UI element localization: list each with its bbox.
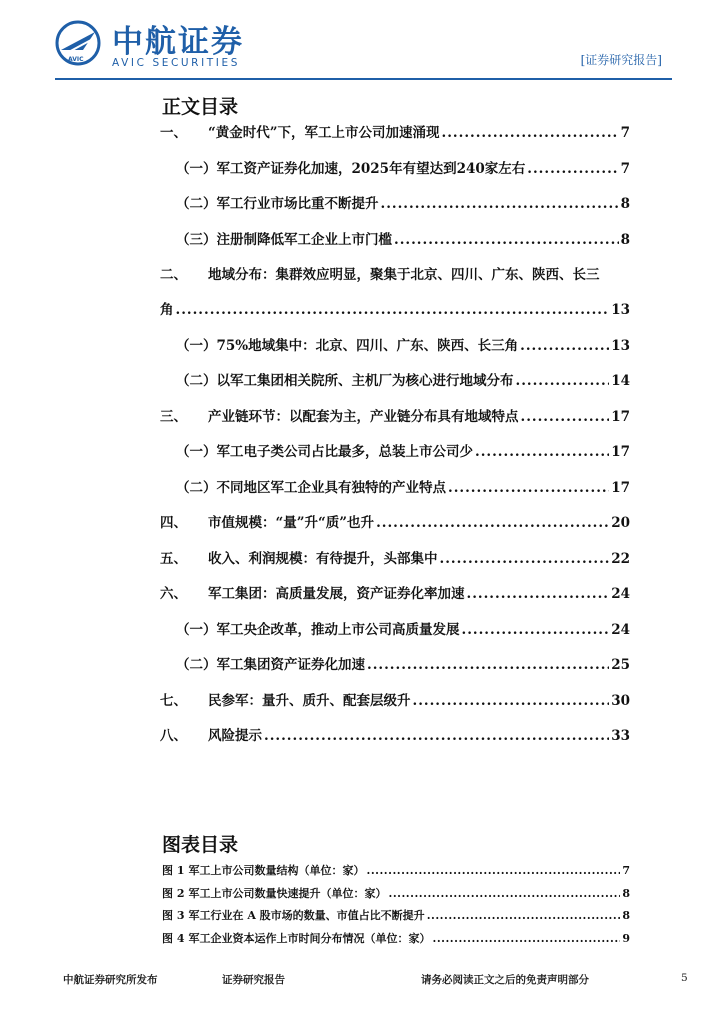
footer-disclaimer: 请务必阅读正文之后的免责声明部分 <box>421 974 589 986</box>
toc-leader-dots <box>520 338 609 354</box>
table-of-contents <box>160 121 630 760</box>
toc-entry-number: （三） <box>176 231 217 248</box>
toc-entry-page: 8 <box>620 231 630 248</box>
toc-entry[interactable] <box>160 121 630 157</box>
toc-leader-dots <box>467 586 610 602</box>
toc-leader-dots <box>376 515 609 531</box>
toc-entry[interactable] <box>160 263 630 298</box>
toc-entry-number: 六、 <box>160 586 187 602</box>
toc-subentry[interactable] <box>160 653 630 689</box>
toc-entry-title: 产业链环节：以配套为主，产业链分布具有地域特点 <box>208 408 519 425</box>
toc-entry-page: 17 <box>611 444 630 460</box>
toc-entry-page: 13 <box>611 302 630 318</box>
list-of-figures <box>162 862 630 952</box>
toc-leader-dots <box>381 196 619 212</box>
toc-entry-page: 7 <box>620 160 630 177</box>
toc-leader-dots <box>521 409 610 425</box>
toc-entry-page: 17 <box>611 408 630 425</box>
toc-leader-dots <box>394 232 619 248</box>
toc-heading: 正文目录 <box>162 96 239 118</box>
figures-heading: 图表目录 <box>162 834 239 856</box>
toc-leader-dots <box>527 161 618 177</box>
toc-entry-title: 不同地区军工企业具有独特的产业特点 <box>216 479 446 496</box>
figure-title: 军工行业在 A 股市场的数量、市值占比不断提升 <box>188 909 425 922</box>
toc-entry-number: 一、 <box>160 125 187 141</box>
toc-leader-dots <box>264 728 609 744</box>
figure-entry[interactable] <box>162 930 630 953</box>
toc-subentry[interactable] <box>160 334 630 370</box>
figure-label: 图 3 <box>162 909 185 922</box>
toc-entry[interactable] <box>160 689 630 725</box>
toc-entry-page: 22 <box>611 550 630 567</box>
figure-page: 8 <box>622 909 630 922</box>
toc-leader-dots <box>516 373 610 389</box>
figure-title: 军工上市公司数量结构（单位：家） <box>188 864 365 877</box>
toc-entry-page: 25 <box>611 657 630 673</box>
toc-entry-title: 风险提示 <box>208 728 262 744</box>
toc-entry-number: （二） <box>176 657 217 673</box>
footer-publisher: 中航证券研究所发布 <box>63 974 158 986</box>
figure-entry[interactable] <box>162 862 630 885</box>
toc-entry-title: “黄金时代”下，军工上市公司加速涌现 <box>208 125 440 141</box>
figure-page: 8 <box>622 886 630 900</box>
toc-entry-page: 24 <box>611 621 630 638</box>
figure-label: 图 4 <box>162 931 185 945</box>
toc-entry[interactable] <box>160 582 630 618</box>
toc-entry-title: 军工资产证券化加速，2025年有望达到240家左右 <box>216 160 526 177</box>
figure-label: 图 2 <box>162 886 185 900</box>
toc-entry[interactable] <box>160 547 630 583</box>
figure-leader-dots <box>427 909 621 922</box>
toc-entry-title: 收入、利润规模：有待提升，头部集中 <box>208 550 438 567</box>
toc-subentry[interactable] <box>160 618 630 654</box>
brand-name-en: AVIC SECURITIES <box>112 57 240 69</box>
figure-page: 7 <box>622 864 630 877</box>
toc-entry-number: （一） <box>176 621 217 638</box>
footer-report-type: 证券研究报告 <box>222 974 285 986</box>
toc-subentry[interactable] <box>160 228 630 264</box>
toc-entry-number: 八、 <box>160 728 187 744</box>
figure-leader-dots <box>366 864 620 877</box>
toc-leader-dots <box>442 125 619 141</box>
toc-entry[interactable] <box>160 511 630 547</box>
page-number: 5 <box>681 972 688 984</box>
toc-entry-number: 三、 <box>160 408 187 425</box>
toc-entry-title: 军工集团：高质量发展，资产证券化率加速 <box>208 586 465 602</box>
toc-leader-dots <box>413 693 610 709</box>
toc-subentry[interactable] <box>160 369 630 405</box>
toc-subentry[interactable] <box>160 476 630 512</box>
figure-title: 军工企业资本运作上市时间分布情况（单位：家） <box>188 931 431 945</box>
toc-entry-title: 地域分布：集群效应明显，聚集于北京、四川、广东、陕西、长三 <box>208 267 600 283</box>
toc-entry-title: 注册制降低军工企业上市门槛 <box>216 231 392 248</box>
toc-leader-dots <box>475 444 609 460</box>
toc-entry-title: 以军工集团相关院所、主机厂为核心进行地域分布 <box>216 373 514 389</box>
toc-entry-page: 13 <box>611 337 630 354</box>
toc-leader-dots <box>367 657 609 673</box>
toc-entry-number: 二、 <box>160 267 187 283</box>
toc-entry-page: 30 <box>611 692 630 709</box>
figure-entry[interactable] <box>162 885 630 908</box>
toc-entry[interactable] <box>160 724 630 760</box>
toc-entry-number: （一） <box>176 444 217 460</box>
toc-subentry[interactable] <box>160 440 630 476</box>
toc-subentry[interactable] <box>160 192 630 228</box>
toc-entry[interactable] <box>160 405 630 441</box>
toc-entry-title: 75%地域集中：北京、四川、广东、陕西、长三角 <box>216 337 519 354</box>
toc-entry-page: 17 <box>611 479 630 496</box>
avic-logo-icon <box>55 20 101 66</box>
figure-title: 军工上市公司数量快速提升（单位：家） <box>188 886 387 900</box>
toc-leader-dots <box>176 302 610 318</box>
toc-leader-dots <box>462 622 610 638</box>
page-footer <box>55 972 694 992</box>
toc-entry-title-cont: 角 <box>160 302 174 318</box>
toc-entry-page: 24 <box>611 586 630 602</box>
toc-entry-page: 33 <box>611 728 630 744</box>
toc-entry-page: 20 <box>611 515 630 531</box>
figure-leader-dots <box>432 932 620 945</box>
toc-entry-title: 民参军：量升、质升、配套层级升 <box>208 692 411 709</box>
report-type-tag: [证券研究报告] <box>580 53 662 67</box>
toc-entry-number: （二） <box>176 373 217 389</box>
figure-entry[interactable] <box>162 907 630 930</box>
toc-entry-number: 四、 <box>160 515 187 531</box>
toc-subentry[interactable] <box>160 157 630 193</box>
toc-entry-title: 军工电子类公司占比最多，总装上市公司少 <box>216 444 473 460</box>
header-divider <box>55 78 672 80</box>
toc-entry-number: 七、 <box>160 692 187 709</box>
toc-entry-page: 7 <box>620 125 630 141</box>
toc-entry-page: 14 <box>611 373 630 389</box>
page-header <box>0 0 724 82</box>
svg-text:AVIC: AVIC <box>68 56 84 63</box>
figure-label: 图 1 <box>162 864 185 877</box>
toc-entry-number: （二） <box>176 196 217 212</box>
toc-entry-page: 8 <box>620 196 630 212</box>
toc-entry-number: 五、 <box>160 550 187 567</box>
toc-leader-dots <box>440 551 610 567</box>
toc-entry-title: 军工集团资产证券化加速 <box>216 657 365 673</box>
toc-entry-title: 军工央企改革，推动上市公司高质量发展 <box>216 621 460 638</box>
toc-entry-continuation[interactable] <box>160 298 630 334</box>
toc-entry-number: （一） <box>176 160 217 177</box>
figure-page: 9 <box>622 931 630 945</box>
figure-leader-dots <box>388 887 620 900</box>
toc-leader-dots <box>448 480 609 496</box>
toc-entry-number: （一） <box>176 337 217 354</box>
toc-entry-title: 市值规模：“量”升“质”也升 <box>208 515 375 531</box>
toc-entry-number: （二） <box>176 479 217 496</box>
toc-entry-title: 军工行业市场比重不断提升 <box>216 196 379 212</box>
brand-name-cn: 中航证券 <box>112 24 244 60</box>
